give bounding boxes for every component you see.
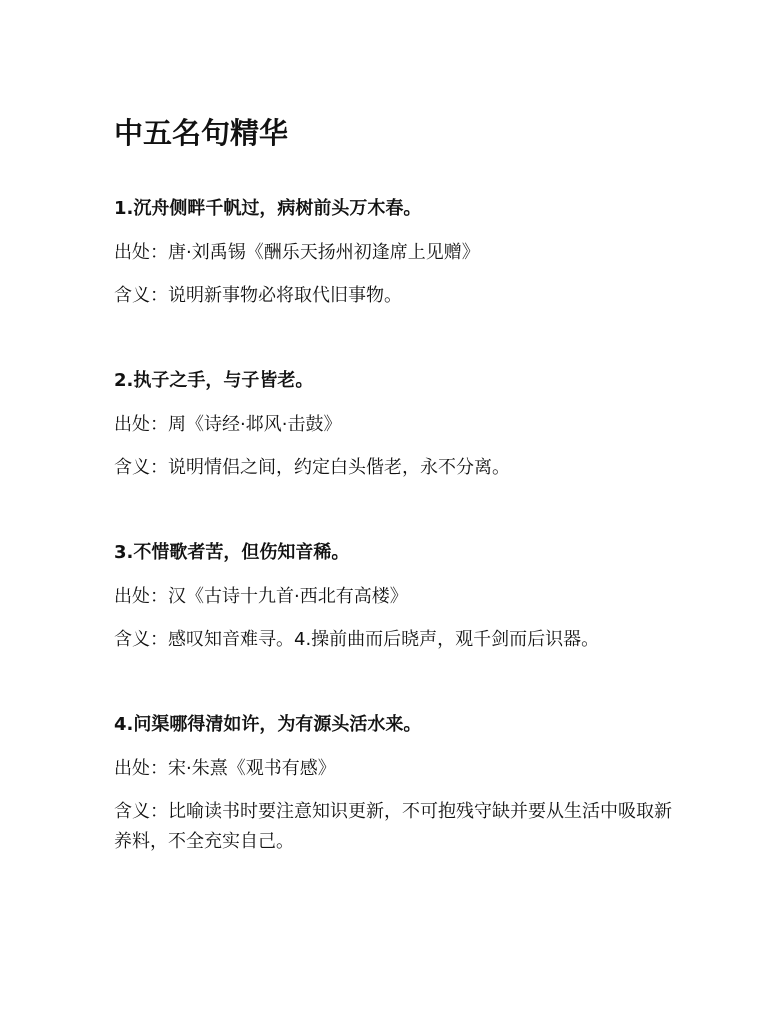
quote-meaning: 含义：说明情侣之间，约定白头偕老，永不分离。	[114, 457, 510, 478]
quote-entry-3	[114, 539, 674, 655]
quote-text: 1.沉舟侧畔千帆过，病树前头万木春。	[114, 198, 422, 219]
document-title: 中五名句精华	[114, 116, 289, 151]
quote-source: 出处：汉《古诗十九首·西北有高楼》	[114, 586, 408, 607]
quote-entry-2	[114, 367, 674, 483]
quote-source: 出处：周《诗经·邶风·击鼓》	[114, 414, 342, 435]
quote-meaning: 含义：比喻读书时要注意知识更新，不可抱残守缺并要从生活中吸取新养料，不全充实自己。	[114, 801, 672, 852]
quote-text: 2.执子之手，与子皆老。	[114, 370, 314, 391]
quote-meaning: 含义：说明新事物必将取代旧事物。	[114, 285, 402, 306]
quote-source: 出处：唐·刘禹锡《酬乐天扬州初逢席上见赠》	[114, 242, 480, 263]
quote-meaning: 含义：感叹知音难寻。4.操前曲而后晓声，观千剑而后识器。	[114, 629, 600, 650]
quote-text: 4.问渠哪得清如许，为有源头活水来。	[114, 714, 422, 735]
quote-entry-1	[114, 195, 674, 311]
quote-entry-4	[114, 711, 674, 857]
quote-text: 3.不惜歌者苦，但伤知音稀。	[114, 542, 350, 563]
quote-source: 出处：宋·朱熹《观书有感》	[114, 758, 336, 779]
